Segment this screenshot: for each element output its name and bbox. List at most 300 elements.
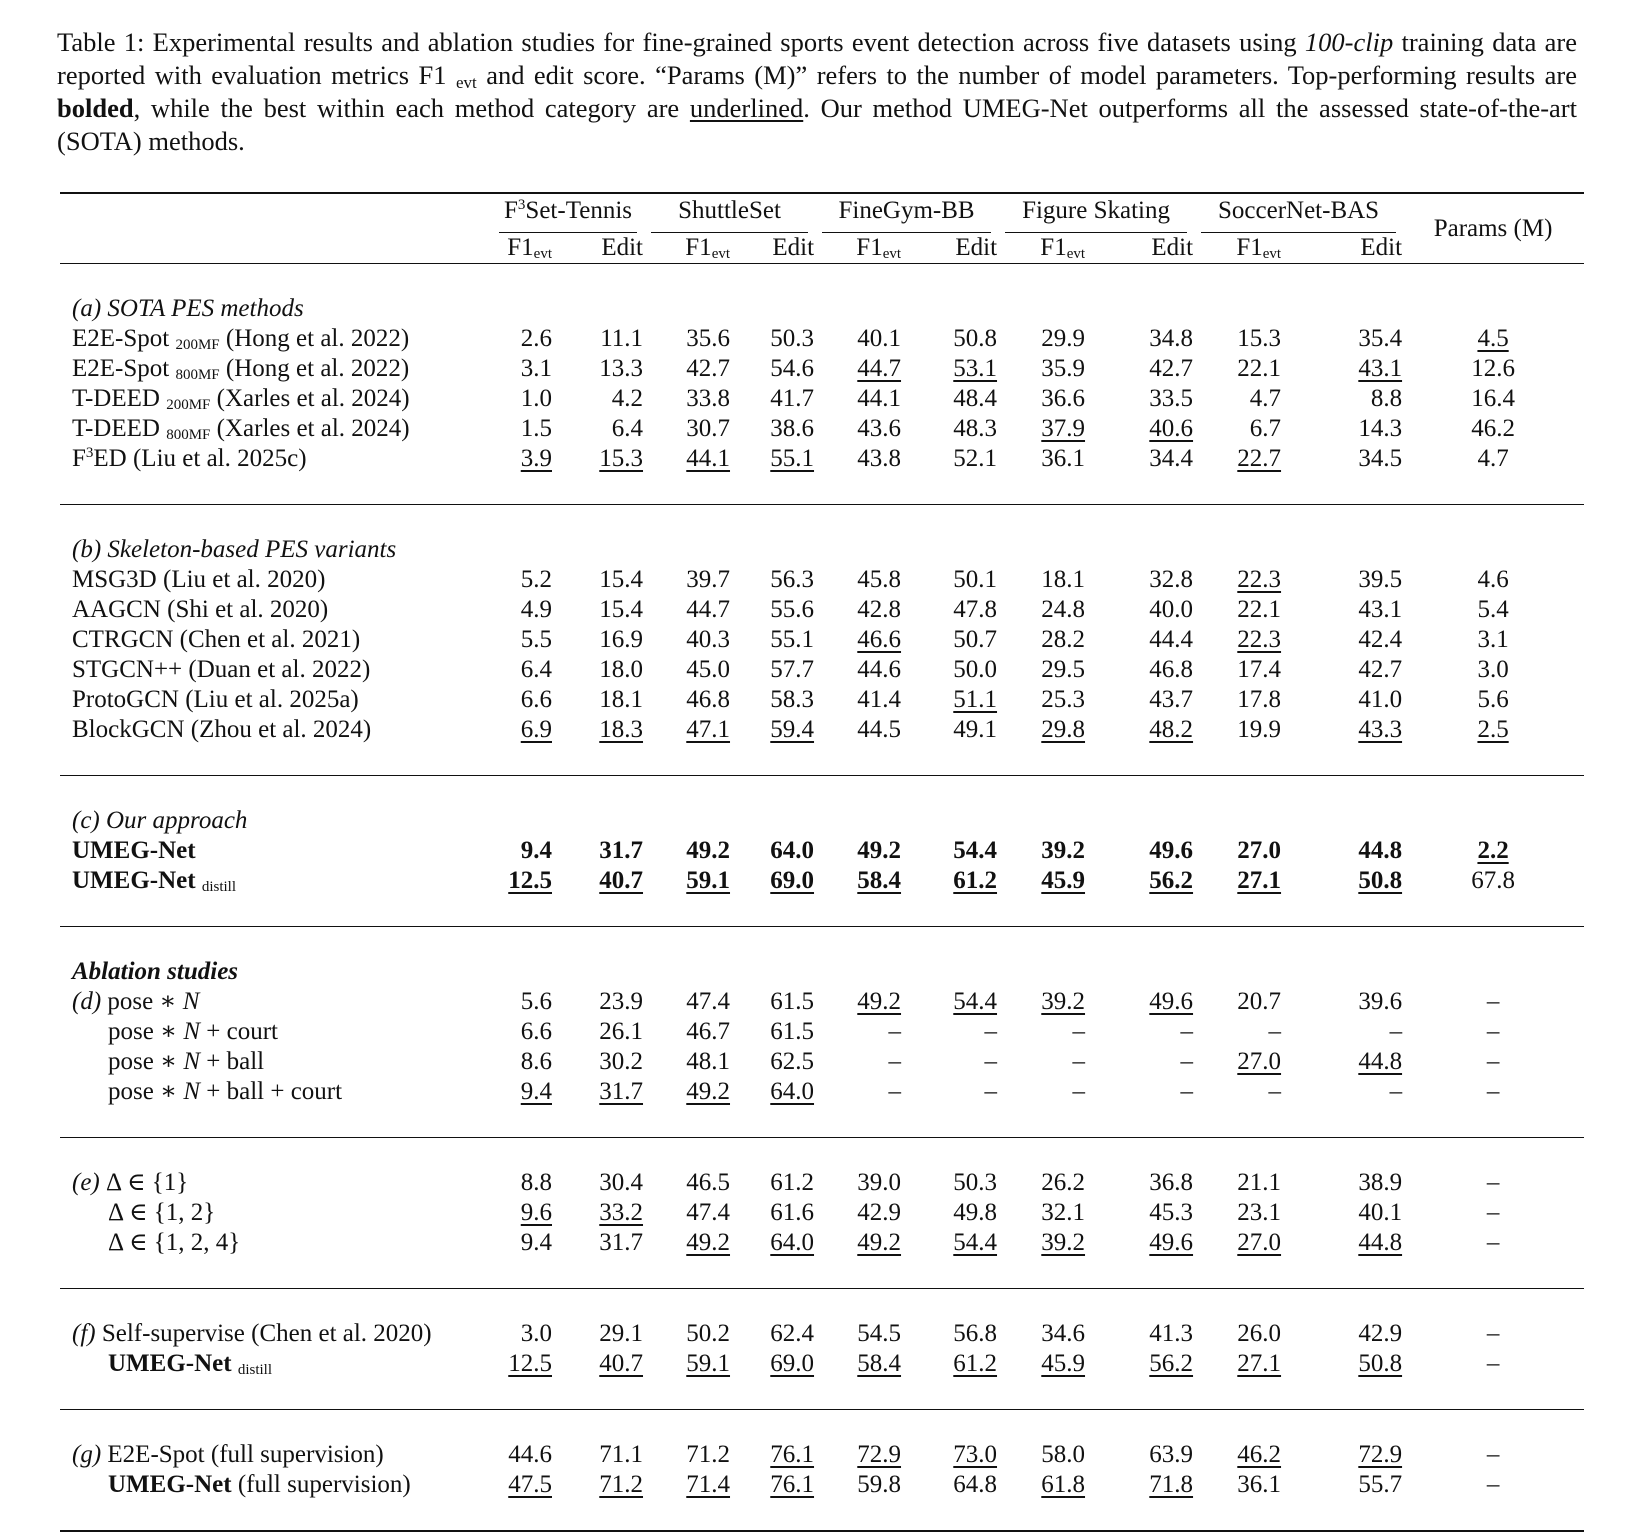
text-segment: bolded — [57, 93, 134, 123]
metric-cell — [997, 685, 1085, 715]
metric-value: 43.7 — [1149, 686, 1194, 713]
params-value: – — [1486, 1229, 1500, 1256]
metric-value: 54.6 — [770, 355, 815, 382]
metric-cell — [1085, 1047, 1193, 1077]
text-segment: UMEG-Net — [108, 1350, 232, 1377]
metric-cell — [997, 1440, 1085, 1470]
metric-cell — [1193, 715, 1281, 745]
metric-cell — [814, 1047, 901, 1077]
metric-value: – — [1180, 1048, 1194, 1075]
metric-value: 8.6 — [520, 1048, 552, 1075]
metric-value: 56.2 — [1149, 867, 1194, 894]
metric-value: 48.2 — [1149, 716, 1194, 743]
metric-cell — [730, 595, 814, 625]
metric-value: 29.9 — [1041, 325, 1086, 352]
params-cell — [1402, 1440, 1584, 1470]
metric-cell — [997, 444, 1085, 474]
dataset-header — [491, 193, 643, 233]
metric-cell — [1281, 414, 1402, 444]
method-label — [60, 1198, 491, 1228]
metric-value: 43.1 — [1358, 596, 1403, 623]
metric-value: – — [1072, 1018, 1086, 1045]
metric-value: 55.1 — [770, 445, 815, 472]
metric-cell — [730, 444, 814, 474]
metric-value: 64.0 — [770, 1229, 815, 1256]
params-cell — [1402, 1168, 1584, 1198]
metric-value: 61.2 — [770, 1169, 815, 1196]
text-segment: pose ∗ — [101, 988, 183, 1015]
subscript-text: distill — [201, 879, 237, 895]
metric-value: 18.1 — [599, 686, 644, 713]
method-label — [60, 1228, 491, 1258]
section-title — [60, 294, 1584, 324]
metric-value: 39.2 — [1041, 1229, 1086, 1256]
metric-value: 50.1 — [953, 566, 998, 593]
metric-cell — [730, 414, 814, 444]
text-segment: . Our method UMEG-Net outperforms all the assessed state-of-the-art (SOTA) methods. — [57, 93, 1577, 156]
params-cell — [1402, 414, 1584, 444]
text-segment: pose ∗ — [108, 1018, 184, 1045]
metric-value: 29.1 — [599, 1320, 644, 1347]
metric-value: 16.9 — [599, 626, 644, 653]
metric-cell — [901, 444, 997, 474]
metric-value: 31.7 — [599, 1229, 644, 1256]
spacer-cell — [60, 745, 1584, 776]
metric-value: 6.7 — [1249, 415, 1282, 442]
metric-cell — [730, 1198, 814, 1228]
dataset-name — [1201, 194, 1396, 233]
metric-edit-header — [1281, 233, 1402, 264]
text-segment: 100-clip — [1304, 27, 1394, 57]
subscript-text: 800MF — [175, 367, 220, 383]
text-segment: (b) Skeleton-based PES variants — [72, 536, 397, 563]
method-label — [60, 1349, 491, 1379]
table-row — [60, 1319, 1584, 1349]
metric-cell — [643, 444, 730, 474]
metric-value: 50.0 — [953, 656, 998, 683]
section-rule — [60, 1410, 1584, 1441]
method-name — [72, 867, 236, 894]
metric-value: – — [984, 1048, 998, 1075]
metric-cell — [901, 987, 997, 1017]
params-value: – — [1486, 988, 1500, 1015]
metric-cell — [1085, 836, 1193, 866]
method-label — [60, 1440, 491, 1470]
params-value: 3.0 — [1477, 656, 1509, 683]
text-segment: FineGym-BB — [838, 197, 975, 224]
params-value: 67.8 — [1471, 867, 1515, 894]
metric-cell — [901, 1228, 997, 1258]
section-rule — [60, 1138, 1584, 1169]
metric-value: 71.2 — [599, 1471, 644, 1498]
metric-cell — [643, 987, 730, 1017]
metric-value: 3.0 — [520, 1320, 552, 1347]
section-rule — [60, 776, 1584, 807]
metric-cell — [491, 987, 552, 1017]
section-title — [60, 535, 1584, 565]
metric-cell — [814, 987, 901, 1017]
metric-cell — [1085, 1017, 1193, 1047]
metric-value: 61.8 — [1041, 1471, 1086, 1498]
metric-value: 32.8 — [1149, 566, 1194, 593]
metric-value: 54.4 — [953, 837, 998, 864]
metric-value: 49.8 — [953, 1199, 998, 1226]
metric-cell — [1085, 1349, 1193, 1379]
metric-cell — [814, 866, 901, 896]
metric-cell — [997, 1017, 1085, 1047]
metric-value: 44.5 — [857, 716, 902, 743]
table-row — [60, 414, 1584, 444]
metric-cell — [730, 1077, 814, 1107]
metric-value: 72.9 — [857, 1441, 902, 1468]
metric-value: 49.2 — [686, 1078, 731, 1105]
metric-cell — [901, 1349, 997, 1379]
metric-value: 46.7 — [686, 1018, 731, 1045]
metric-cell — [1281, 655, 1402, 685]
params-cell — [1402, 1077, 1584, 1107]
metric-cell — [997, 565, 1085, 595]
params-header — [1402, 193, 1584, 264]
metric-cell — [552, 1440, 643, 1470]
metric-cell — [814, 625, 901, 655]
metric-cell — [997, 1470, 1085, 1500]
metric-cell — [491, 1077, 552, 1107]
text-segment: + court — [200, 1018, 278, 1045]
metric-value: 61.6 — [770, 1199, 815, 1226]
metric-value: 29.5 — [1041, 656, 1086, 683]
text-segment: , while the best within each method category are — [133, 93, 690, 123]
metric-cell — [1193, 866, 1281, 896]
metric-value: 50.8 — [1358, 867, 1403, 894]
metric-cell — [814, 1168, 901, 1198]
metric-label: F1 — [507, 234, 534, 261]
metric-cell — [730, 1440, 814, 1470]
dataset-name — [1005, 194, 1187, 233]
params-value: – — [1486, 1078, 1500, 1105]
metric-value: 31.7 — [599, 837, 644, 864]
params-value: – — [1486, 1350, 1500, 1377]
params-value: – — [1486, 1199, 1500, 1226]
metric-value: 48.4 — [953, 385, 998, 412]
metric-value: 43.1 — [1358, 355, 1403, 382]
method-name — [72, 1169, 188, 1196]
dataset-header — [643, 193, 814, 233]
params-cell — [1402, 565, 1584, 595]
metric-value: 9.4 — [520, 1229, 552, 1256]
subscript-text: evt — [711, 246, 731, 262]
table-row — [60, 565, 1584, 595]
metric-cell — [814, 565, 901, 595]
metric-value: 20.7 — [1237, 988, 1282, 1015]
metric-value: 58.4 — [857, 867, 902, 894]
metric-value: 41.7 — [770, 385, 815, 412]
metric-value: 32.1 — [1041, 1199, 1086, 1226]
metric-cell — [643, 1228, 730, 1258]
table-row — [60, 354, 1584, 384]
metric-cell — [1193, 1319, 1281, 1349]
metric-cell — [997, 1168, 1085, 1198]
metric-value: 49.2 — [686, 837, 731, 864]
metric-value: – — [984, 1018, 998, 1045]
metric-value: 27.0 — [1237, 1229, 1282, 1256]
metric-value: 49.2 — [857, 837, 902, 864]
metric-cell — [901, 1319, 997, 1349]
metric-value: 27.0 — [1237, 837, 1282, 864]
metric-cell — [901, 324, 997, 354]
metric-cell — [1281, 715, 1402, 745]
metric-value: 48.1 — [686, 1048, 731, 1075]
metric-cell — [552, 1319, 643, 1349]
text-segment: UMEG-Net — [72, 837, 196, 864]
metric-cell — [730, 685, 814, 715]
metric-value: – — [1072, 1048, 1086, 1075]
metric-value: 34.8 — [1149, 325, 1194, 352]
method-label — [60, 1077, 491, 1107]
metric-value: – — [888, 1078, 902, 1105]
rule-cell — [60, 1138, 1584, 1169]
metric-value: 6.4 — [611, 415, 644, 442]
text-segment: (Hong et al. 2022) — [219, 355, 410, 382]
method-name — [72, 1320, 432, 1347]
dataset-header — [997, 193, 1193, 233]
metric-value: 59.1 — [686, 1350, 731, 1377]
section-title — [60, 957, 1584, 987]
metric-value: 22.3 — [1237, 566, 1282, 593]
metric-cell — [901, 866, 997, 896]
text-segment: E2E-Spot — [72, 325, 170, 352]
metric-cell — [1193, 1198, 1281, 1228]
metric-cell — [1281, 595, 1402, 625]
metric-cell — [814, 1198, 901, 1228]
metric-value: 54.4 — [953, 1229, 998, 1256]
metric-value: 44.8 — [1358, 837, 1403, 864]
metric-cell — [1281, 1017, 1402, 1047]
metric-value: 76.1 — [770, 1441, 815, 1468]
metric-value: 4.2 — [611, 385, 644, 412]
metric-cell — [997, 836, 1085, 866]
rule-cell — [60, 1289, 1584, 1320]
metric-value: 9.4 — [520, 1078, 552, 1105]
metric-cell — [901, 565, 997, 595]
metric-cell — [552, 1077, 643, 1107]
metric-cell — [901, 1017, 997, 1047]
table-row — [60, 625, 1584, 655]
method-name — [72, 1441, 384, 1468]
metric-cell — [997, 1319, 1085, 1349]
metric-cell — [491, 625, 552, 655]
params-value: 4.6 — [1477, 566, 1509, 593]
params-value: – — [1486, 1441, 1500, 1468]
metric-value: – — [888, 1018, 902, 1045]
metric-cell — [901, 836, 997, 866]
metric-value: 19.9 — [1237, 716, 1282, 743]
metric-value: 29.8 — [1041, 716, 1086, 743]
metric-cell — [491, 1017, 552, 1047]
metric-value: 41.3 — [1149, 1320, 1194, 1347]
metric-value: 36.1 — [1041, 445, 1086, 472]
metric-value: 42.7 — [1149, 355, 1194, 382]
metric-value: 27.1 — [1237, 1350, 1282, 1377]
metric-value: 54.5 — [857, 1320, 902, 1347]
metric-cell — [1085, 414, 1193, 444]
metric-cell — [730, 625, 814, 655]
metric-value: 71.2 — [686, 1441, 731, 1468]
section-spacer — [60, 1258, 1584, 1289]
metric-value: 39.2 — [1041, 837, 1086, 864]
params-cell — [1402, 1470, 1584, 1500]
metric-value: – — [1389, 1078, 1403, 1105]
metric-value: – — [1268, 1018, 1282, 1045]
metric-value: 40.0 — [1149, 596, 1194, 623]
metric-cell — [814, 354, 901, 384]
spacer-cell — [60, 474, 1584, 505]
metric-cell — [1085, 1198, 1193, 1228]
metric-value: 34.6 — [1041, 1320, 1086, 1347]
metric-cell — [552, 836, 643, 866]
metric-value: 39.7 — [686, 566, 731, 593]
params-value: 12.6 — [1471, 355, 1515, 382]
metric-cell — [997, 1077, 1085, 1107]
text-segment: MSG3D (Liu et al. 2020) — [72, 566, 326, 593]
metric-cell — [814, 836, 901, 866]
metric-cell — [1085, 1168, 1193, 1198]
metric-f1-header — [491, 233, 552, 264]
metric-value: 26.2 — [1041, 1169, 1086, 1196]
metric-value: 27.1 — [1237, 867, 1282, 894]
method-name — [72, 1349, 272, 1379]
table-row — [60, 655, 1584, 685]
metric-cell — [643, 324, 730, 354]
method-name — [72, 1017, 278, 1047]
metric-value: 42.7 — [1358, 656, 1403, 683]
metric-value: 40.7 — [599, 867, 644, 894]
metric-value: 9.6 — [520, 1199, 552, 1226]
metric-value: 40.1 — [1358, 1199, 1403, 1226]
metric-value: 39.0 — [857, 1169, 902, 1196]
table-row — [60, 715, 1584, 745]
section-spacer — [60, 896, 1584, 927]
metric-value: 59.4 — [770, 716, 815, 743]
text-segment: ED (Liu et al. 2025c) — [93, 445, 307, 472]
metric-cell — [1193, 595, 1281, 625]
metric-value: 56.8 — [953, 1320, 998, 1347]
metric-cell — [1281, 1440, 1402, 1470]
table-caption — [57, 26, 1577, 158]
metric-value: 54.4 — [953, 988, 998, 1015]
metric-f1-header — [643, 233, 730, 264]
metric-cell — [552, 595, 643, 625]
method-name — [72, 596, 328, 623]
metric-cell — [1085, 354, 1193, 384]
metric-value: 4.7 — [1249, 385, 1282, 412]
spacer-cell — [60, 1379, 1584, 1410]
rule-cell — [60, 1410, 1584, 1441]
metric-cell — [814, 414, 901, 444]
params-cell — [1402, 655, 1584, 685]
metric-value: 50.3 — [953, 1169, 998, 1196]
metric-cell — [901, 414, 997, 444]
text-segment: N — [183, 1018, 201, 1045]
metric-cell — [1281, 1319, 1402, 1349]
metric-cell — [491, 1470, 552, 1500]
metric-cell — [1193, 1440, 1281, 1470]
params-value: – — [1486, 1471, 1500, 1498]
spacer-cell — [60, 1107, 1584, 1138]
metric-value: 22.7 — [1237, 445, 1282, 472]
metric-value: 31.7 — [599, 1078, 644, 1105]
params-value: 4.5 — [1477, 325, 1509, 352]
metric-cell — [814, 324, 901, 354]
metric-cell — [1085, 655, 1193, 685]
metric-cell — [552, 1168, 643, 1198]
params-cell — [1402, 836, 1584, 866]
metric-value: 6.6 — [520, 686, 552, 713]
method-label — [60, 324, 491, 354]
metric-value: 69.0 — [770, 1350, 815, 1377]
metric-cell — [491, 1047, 552, 1077]
metric-cell — [643, 354, 730, 384]
method-label — [60, 1470, 491, 1500]
metric-value: 5.5 — [520, 626, 552, 653]
metric-cell — [901, 1047, 997, 1077]
metric-cell — [1193, 354, 1281, 384]
metric-cell — [997, 715, 1085, 745]
metric-cell — [1281, 1077, 1402, 1107]
metric-cell — [643, 1470, 730, 1500]
params-value: – — [1486, 1018, 1500, 1045]
metric-value: 39.5 — [1358, 566, 1403, 593]
method-label — [60, 655, 491, 685]
metric-value: 72.9 — [1358, 1441, 1403, 1468]
text-segment: BlockGCN (Zhou et al. 2024) — [72, 716, 372, 743]
metric-cell — [1193, 625, 1281, 655]
metric-cell — [1193, 836, 1281, 866]
metric-value: 42.7 — [686, 355, 731, 382]
text-segment: F — [504, 197, 518, 224]
metric-cell — [552, 625, 643, 655]
metric-cell — [814, 1228, 901, 1258]
text-segment: (d) — [72, 988, 102, 1015]
metric-value: 47.1 — [686, 716, 731, 743]
metric-cell — [730, 836, 814, 866]
metric-value: 62.4 — [770, 1320, 815, 1347]
text-segment: + ball — [200, 1048, 265, 1075]
metric-cell — [901, 685, 997, 715]
metric-cell — [643, 1198, 730, 1228]
metric-cell — [643, 1077, 730, 1107]
metric-value: 43.6 — [857, 415, 902, 442]
method-label — [60, 1168, 491, 1198]
metric-cell — [552, 1047, 643, 1077]
metric-value: 45.3 — [1149, 1199, 1194, 1226]
dataset-header — [1193, 193, 1402, 233]
params-cell — [1402, 685, 1584, 715]
text-segment: STGCN++ (Duan et al. 2022) — [72, 656, 371, 683]
metric-cell — [552, 1017, 643, 1047]
metric-value: 33.8 — [686, 385, 731, 412]
metric-value: 12.5 — [508, 1350, 552, 1377]
results-table — [60, 192, 1584, 1532]
method-name — [72, 686, 359, 713]
text-segment: (Hong et al. 2022) — [219, 325, 410, 352]
section-title — [60, 806, 1584, 836]
metric-value: 42.8 — [857, 596, 902, 623]
metric-value: 17.4 — [1237, 656, 1282, 683]
table-row — [60, 1077, 1584, 1107]
section-rule — [60, 264, 1584, 295]
metric-cell — [1281, 384, 1402, 414]
metric-value: 43.3 — [1358, 716, 1403, 743]
